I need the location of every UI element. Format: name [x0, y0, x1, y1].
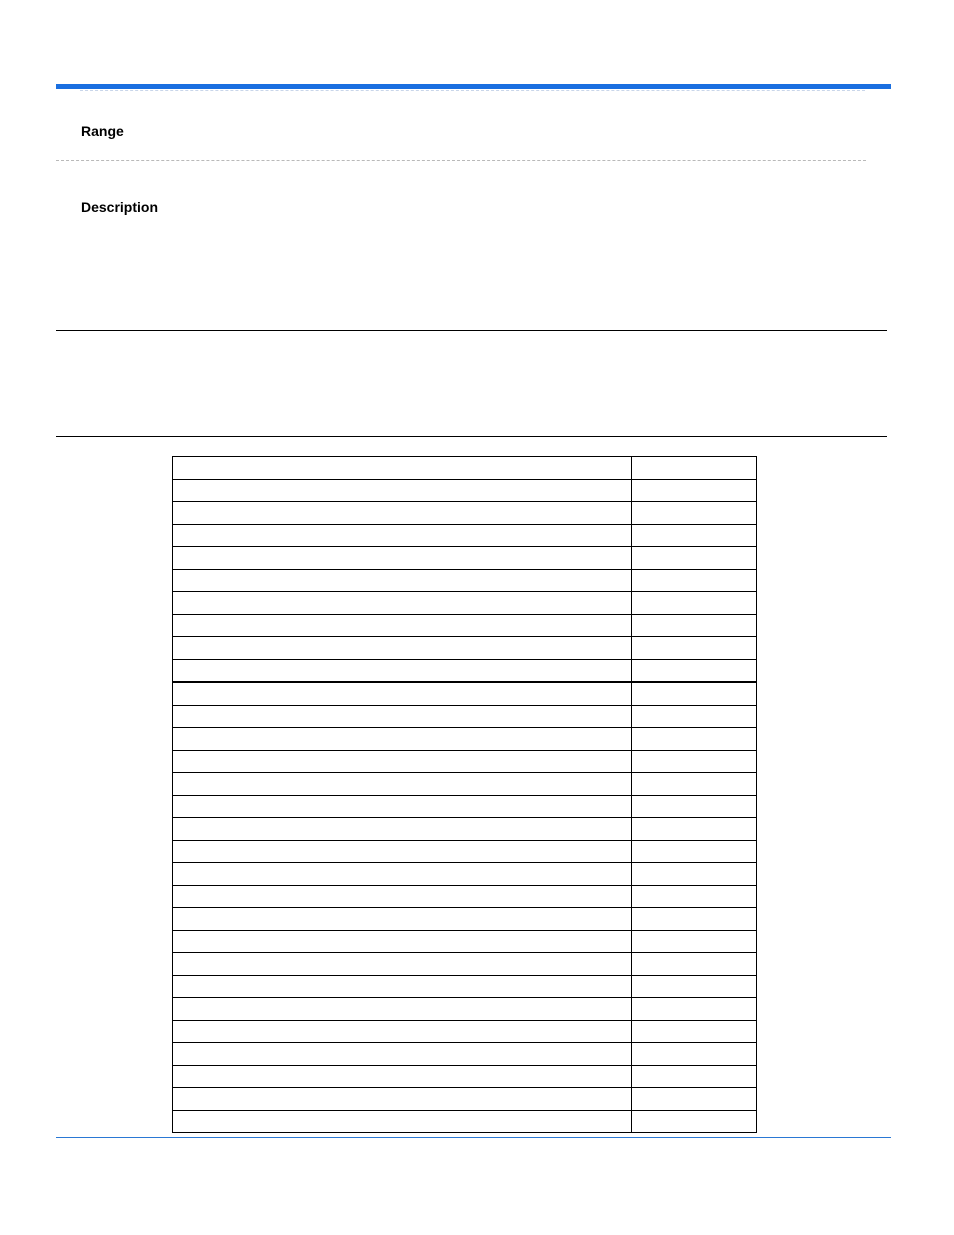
- table-cell-value: [632, 682, 757, 705]
- table-cell-value: [632, 908, 757, 931]
- table-row: [173, 705, 757, 728]
- table-cell-value: [632, 930, 757, 953]
- table-row: [173, 818, 757, 841]
- table-cell-value: [632, 592, 757, 615]
- table-cell-value: [632, 479, 757, 502]
- table-cell-name: [173, 637, 632, 660]
- table-cell-name: [173, 975, 632, 998]
- table-header-bottom-rule: [56, 436, 887, 437]
- table-row: [173, 502, 757, 525]
- table-row: [173, 1020, 757, 1043]
- table-cell-name: [173, 502, 632, 525]
- table-cell-name: [173, 728, 632, 751]
- table-cell-value: [632, 457, 757, 480]
- table-cell-name: [173, 457, 632, 480]
- table-row: [173, 840, 757, 863]
- table-row: [173, 908, 757, 931]
- table-cell-name: [173, 930, 632, 953]
- table-row: [173, 524, 757, 547]
- table-cell-name: [173, 795, 632, 818]
- table-cell-name: [173, 1110, 632, 1133]
- data-table-body: [173, 457, 757, 1133]
- table-cell-value: [632, 863, 757, 886]
- table-cell-name: [173, 547, 632, 570]
- table-cell-name: [173, 1065, 632, 1088]
- table-row: [173, 637, 757, 660]
- table-cell-value: [632, 1020, 757, 1043]
- table-row: [173, 659, 757, 682]
- table-cell-name: [173, 885, 632, 908]
- description-heading: Description: [81, 199, 159, 215]
- table-row: [173, 750, 757, 773]
- table-row: [173, 614, 757, 637]
- table-cell-value: [632, 637, 757, 660]
- table-row: [173, 547, 757, 570]
- table-cell-value: [632, 728, 757, 751]
- table-cell-value: [632, 659, 757, 682]
- table-row: [173, 885, 757, 908]
- table-row: [173, 682, 757, 705]
- table-cell-value: [632, 1043, 757, 1066]
- table-row: [173, 457, 757, 480]
- table-cell-value: [632, 614, 757, 637]
- table-row: [173, 479, 757, 502]
- table-cell-value: [632, 998, 757, 1021]
- table-row: [173, 592, 757, 615]
- table-cell-name: [173, 659, 632, 682]
- table-cell-value: [632, 840, 757, 863]
- table-cell-value: [632, 795, 757, 818]
- table-cell-name: [173, 863, 632, 886]
- table-cell-value: [632, 569, 757, 592]
- table-row: [173, 795, 757, 818]
- table-cell-name: [173, 818, 632, 841]
- table-cell-value: [632, 547, 757, 570]
- table-cell-value: [632, 818, 757, 841]
- table-row: [173, 863, 757, 886]
- table-cell-value: [632, 524, 757, 547]
- table-row: [173, 975, 757, 998]
- table-cell-name: [173, 1088, 632, 1111]
- table-cell-name: [173, 569, 632, 592]
- table-cell-value: [632, 502, 757, 525]
- table-cell-name: [173, 1043, 632, 1066]
- table-row: [173, 1065, 757, 1088]
- table-row: [173, 773, 757, 796]
- table-header-top-rule: [56, 330, 887, 331]
- table-cell-value: [632, 1065, 757, 1088]
- table-row: [173, 930, 757, 953]
- header-accent-bar: [56, 84, 891, 89]
- table-cell-name: [173, 840, 632, 863]
- header-dashed-line: [80, 90, 865, 91]
- table-cell-name: [173, 614, 632, 637]
- table-row: [173, 998, 757, 1021]
- table-cell-value: [632, 885, 757, 908]
- table-cell-name: [173, 750, 632, 773]
- table-cell-name: [173, 524, 632, 547]
- table-cell-value: [632, 773, 757, 796]
- table-row: [173, 1088, 757, 1111]
- range-heading: Range: [81, 123, 124, 139]
- table-cell-name: [173, 592, 632, 615]
- table-cell-name: [173, 705, 632, 728]
- table-cell-name: [173, 908, 632, 931]
- table-cell-value: [632, 750, 757, 773]
- table-row: [173, 728, 757, 751]
- table-cell-name: [173, 479, 632, 502]
- table-cell-name: [173, 682, 632, 705]
- table-cell-name: [173, 773, 632, 796]
- table-row: [173, 1110, 757, 1133]
- table-row: [173, 1043, 757, 1066]
- table-row: [173, 569, 757, 592]
- table-cell-name: [173, 998, 632, 1021]
- data-table: [172, 456, 757, 1133]
- table-cell-value: [632, 705, 757, 728]
- table-cell-name: [173, 953, 632, 976]
- table-cell-value: [632, 975, 757, 998]
- table-cell-value: [632, 1110, 757, 1133]
- range-divider: [56, 160, 866, 161]
- table-row: [173, 953, 757, 976]
- footer-rule: [56, 1137, 891, 1138]
- table-cell-value: [632, 1088, 757, 1111]
- table-cell-name: [173, 1020, 632, 1043]
- table-cell-value: [632, 953, 757, 976]
